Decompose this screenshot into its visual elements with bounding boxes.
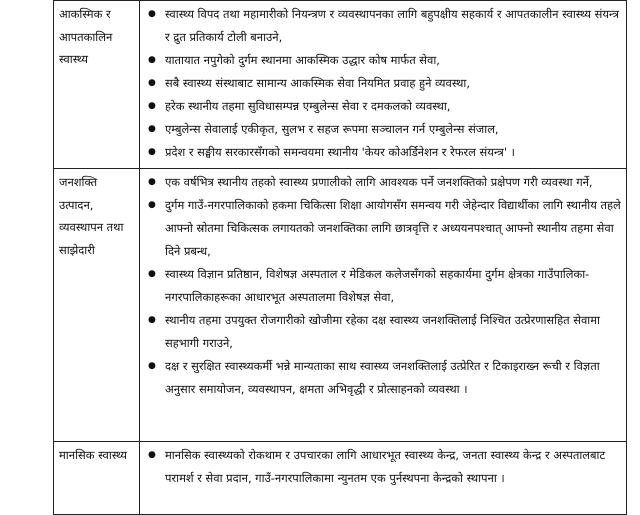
list-item [145, 3, 621, 49]
list-item [145, 171, 621, 194]
point-text: एक वर्षभित्र स्थानीय तहको स्वास्थ्य प्रणालीको लागि आवश्यक पर्ने जनशक्तिको प्रक्षेपण गरी व्यवस्था गर्ने, [165, 175, 593, 189]
list-item [145, 72, 621, 95]
point-text: प्रदेश र सङ्घीय सरकारसँगको समन्वयमा स्थानीय 'केयर कोअर्डिनेशन र रेफरल संयन्त्र' । [165, 145, 515, 159]
bullet-icon: ● [148, 200, 156, 210]
bullet-icon: ● [148, 101, 156, 111]
area-cell [54, 169, 140, 442]
point-text: एम्बुलेन्स सेवालाई एकीकृत, सुलभ र सहज रूपमा सञ्चालन गर्न एम्बुलेन्स संजाल, [165, 122, 499, 136]
bullet-icon: ● [148, 361, 156, 371]
area-label: मानसिक स्वास्थ्य [59, 448, 128, 462]
bullet-icon: ● [148, 177, 156, 187]
table-row [54, 1, 627, 169]
area-cell [54, 442, 140, 515]
list-item [145, 355, 621, 401]
table-row [54, 442, 627, 515]
points-list [145, 3, 621, 164]
list-item [145, 194, 621, 263]
list-item [145, 118, 621, 141]
policy-table [53, 0, 627, 515]
point-text: स्थानीय तहमा उपयुक्त रोजगारीको खोजीमा रहेका दक्ष स्वास्थ्य जनशक्तिलाई निश्चित उत्प्रेरणासहित सेवामा सहभागी गराउने, [165, 313, 600, 350]
bullet-icon: ● [148, 315, 156, 325]
points-list [145, 171, 621, 401]
area-label: जनशक्ति उत्पादन, व्यवस्थापन तथा साझेदारी [59, 175, 124, 257]
point-text: स्वास्थ्य विज्ञान प्रतिष्ठान, विशेषज्ञ अस्पताल र मेडिकल कलेजसँगको सहकार्यमा दुर्गम क्षेत्रका गाउँपालिका-नगरपालिकाहरूका आधारभूत अस्पतालमा विशेषज्ञ सेवा, [165, 267, 590, 304]
point-text: स्वास्थ्य विपद तथा महामारीको नियन्त्रण र व्यवस्थापनका लागि बहुपक्षीय सहकार्य र आपतकालीन स्वास्थ्य संयन्त्र र द्रुत प्रतिकार्य टोली बनाउने, [165, 7, 619, 44]
bullet-icon: ● [148, 147, 156, 157]
point-text: सबै स्वास्थ्य संस्थाबाट सामान्य आकस्मिक सेवा नियमित प्रवाह हुने व्यवस्था, [165, 76, 470, 90]
points-cell [140, 169, 627, 442]
points-cell [140, 1, 627, 169]
bullet-icon: ● [148, 269, 156, 279]
point-text: हरेक स्थानीय तहमा सुविधासम्पन्न एम्बुलेन्स सेवा र दमकलको व्यवस्था, [165, 99, 451, 113]
bullet-icon: ● [148, 9, 156, 19]
point-text: यातायात नपुगेको दुर्गम स्थानमा आकस्मिक उद्धार कोष मार्फत सेवा, [165, 53, 440, 67]
point-text: दक्ष र सुरक्षित स्वास्थ्यकर्मी भन्ने मान्यताका साथ स्वास्थ्य जनशक्तिलाई उत्प्रेरित र टिकाइराख्न रूची र विज्ञता अनुसार समायोजन, व्यवस्थापन, क्षमता अभिवृद्धी र प्रोत्साहनको व्यवस्था । [165, 359, 600, 396]
list-item [145, 95, 621, 118]
list-item [145, 309, 621, 355]
list-item [145, 141, 621, 164]
bullet-icon: ● [148, 78, 156, 88]
bullet-icon: ● [148, 124, 156, 134]
point-text: मानसिक स्वास्थ्यको रोकथाम र उपचारका लागि आधारभूत स्वास्थ्य केन्द्र, जनता स्वास्थ्य केन्द्र र अस्पतालबाट परामर्श र सेवा प्रदान, गाउँ-नगरपालिकामा न्युनतम एक पुर्नस्थपना केन्द्रको स्थापना । [165, 448, 606, 485]
list-item [145, 444, 621, 490]
area-cell [54, 1, 140, 169]
list-item [145, 263, 621, 309]
area-label: आकस्मिक र आपतकालिन स्वास्थ्य [59, 7, 113, 66]
point-text: दुर्गम गाउँ-नगरपालिकाको हकमा चिकित्सा शिक्षा आयोगसँग समन्वय गरी जेहेन्दार विद्यार्थीका लागि स्थानीय तहले आफ्नो स्रोतमा चिकित्सक लगायतको जनशक्तिका लागि छात्रवृत्ति र अध्ययनपश्चात् आफ्नो स्थानीय तहमा सेवा दिने प्रबन्ध, [165, 198, 621, 258]
points-list [145, 444, 621, 490]
list-item [145, 49, 621, 72]
bullet-icon: ● [148, 55, 156, 65]
table-row [54, 169, 627, 442]
points-cell [140, 442, 627, 515]
bullet-icon: ● [148, 450, 156, 460]
